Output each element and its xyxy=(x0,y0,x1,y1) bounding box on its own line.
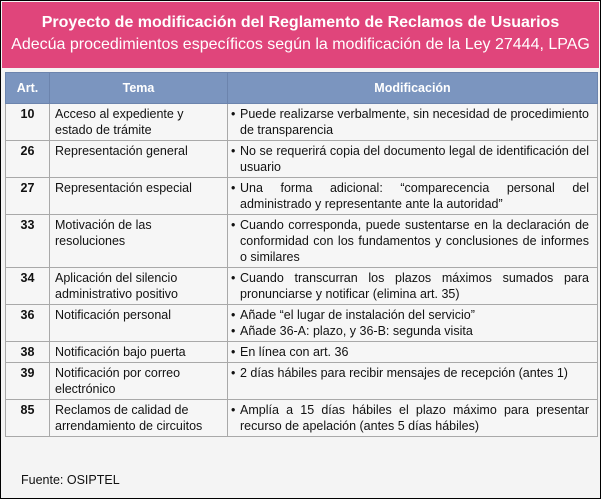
modification-item xyxy=(231,307,589,323)
article-number: 10 xyxy=(6,104,50,141)
modification-text: Cuando corresponda, puede sustentarse en la declaración de conformidad con los fundamentos y conclusiones de informes o similares xyxy=(240,218,589,264)
bullet-icon: • xyxy=(231,271,236,285)
modification-text: Añade “el lugar de instalación del servicio” xyxy=(240,308,475,322)
article-number: 27 xyxy=(6,178,50,215)
bullet-icon: • xyxy=(231,107,236,121)
bullet-icon: • xyxy=(231,324,236,338)
modification-item xyxy=(231,365,589,381)
table-row xyxy=(6,363,598,400)
modification-cell xyxy=(228,104,598,141)
bullet-icon: • xyxy=(231,144,236,158)
table-header-row xyxy=(6,73,598,104)
article-number: 26 xyxy=(6,141,50,178)
column-header-tema: Tema xyxy=(50,73,228,104)
modification-item xyxy=(231,344,589,360)
source-note: Fuente: OSIPTEL xyxy=(21,473,120,487)
article-number: 85 xyxy=(6,400,50,437)
bullet-icon: • xyxy=(231,218,236,232)
modification-text: Amplía a 15 días hábiles el plazo máximo para presentar recurso de apelación (antes 5 días hábiles) xyxy=(240,403,589,433)
modifications-table xyxy=(5,72,598,437)
article-number: 38 xyxy=(6,342,50,363)
bullet-icon: • xyxy=(231,345,236,359)
table-row xyxy=(6,400,598,437)
modification-cell xyxy=(228,342,598,363)
modification-text: En línea con art. 36 xyxy=(240,345,349,359)
modification-item xyxy=(231,270,589,302)
modification-text: 2 días hábiles para recibir mensajes de recepción (antes 1) xyxy=(240,366,568,380)
bullet-icon: • xyxy=(231,181,236,195)
column-header-art: Art. xyxy=(6,73,50,104)
table-row xyxy=(6,268,598,305)
table-row xyxy=(6,215,598,268)
table-row xyxy=(6,141,598,178)
header-banner xyxy=(2,2,599,68)
topic-cell: Acceso al expediente y estado de trámite xyxy=(50,104,228,141)
modification-cell xyxy=(228,268,598,305)
modification-cell xyxy=(228,215,598,268)
topic-cell: Notificación por correo electrónico xyxy=(50,363,228,400)
modification-text: Puede realizarse verbalmente, sin necesidad de procedimiento de transparencia xyxy=(240,107,589,137)
article-number: 33 xyxy=(6,215,50,268)
topic-cell: Notificación personal xyxy=(50,305,228,342)
bullet-icon: • xyxy=(231,308,236,322)
header-subtitle: Adecúa procedimientos específicos según la modificación de la Ley 27444, LPAG xyxy=(11,36,590,53)
bullet-icon: • xyxy=(231,366,236,380)
modification-cell xyxy=(228,141,598,178)
bullet-icon: • xyxy=(231,403,236,417)
article-number: 36 xyxy=(6,305,50,342)
modification-item xyxy=(231,106,589,138)
modification-text: Una forma adicional: “comparecencia personal del administrado y representante ante la autoridad” xyxy=(240,181,589,211)
modification-cell xyxy=(228,400,598,437)
header-title: Proyecto de modificación del Reglamento de Reclamos de Usuarios xyxy=(41,14,560,31)
table-row xyxy=(6,104,598,141)
article-number: 34 xyxy=(6,268,50,305)
modification-cell xyxy=(228,363,598,400)
topic-cell: Representación especial xyxy=(50,178,228,215)
topic-cell: Notificación bajo puerta xyxy=(50,342,228,363)
topic-cell: Reclamos de calidad de arrendamiento de circuitos xyxy=(50,400,228,437)
modification-text: No se requerirá copia del documento legal de identificación del usuario xyxy=(240,144,589,174)
modification-text: Añade 36-A: plazo, y 36-B: segunda visita xyxy=(240,324,473,338)
table-row xyxy=(6,178,598,215)
table-body xyxy=(6,104,598,437)
modification-cell xyxy=(228,178,598,215)
modification-item xyxy=(231,143,589,175)
topic-cell: Aplicación del silencio administrativo positivo xyxy=(50,268,228,305)
topic-cell: Motivación de las resoluciones xyxy=(50,215,228,268)
modification-cell xyxy=(228,305,598,342)
modification-item xyxy=(231,323,589,339)
modification-item xyxy=(231,217,589,265)
table-row xyxy=(6,305,598,342)
modification-item xyxy=(231,402,589,434)
table-row xyxy=(6,342,598,363)
modification-text: Cuando transcurran los plazos máximos sumados para pronunciarse y notificar (elimina art. 35) xyxy=(240,271,589,301)
column-header-modificacion: Modificación xyxy=(228,73,598,104)
topic-cell: Representación general xyxy=(50,141,228,178)
article-number: 39 xyxy=(6,363,50,400)
modification-item xyxy=(231,180,589,212)
